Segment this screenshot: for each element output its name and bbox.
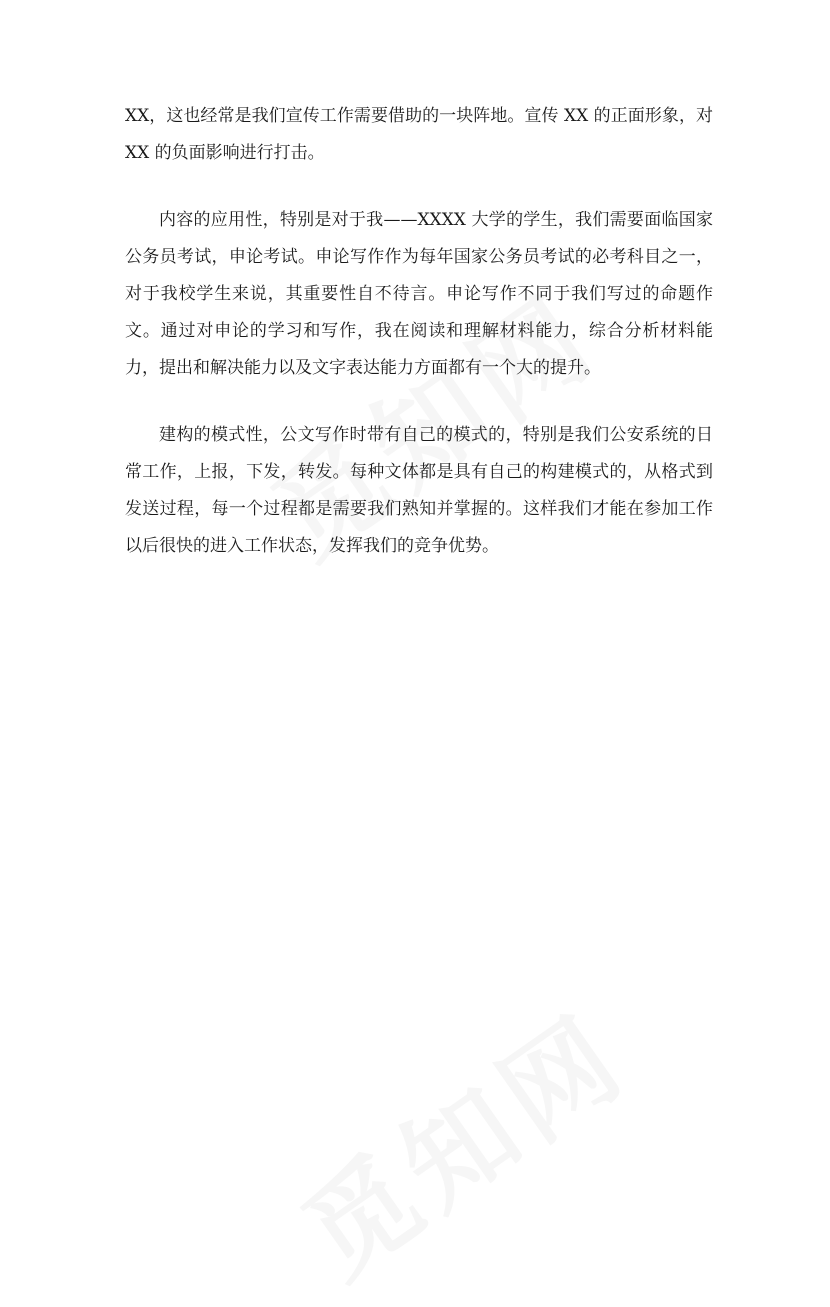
paragraph-gap [125,172,713,202]
paragraph-applicability: 内容的应用性，特别是对于我——XXXX 大学的学生，我们需要面临国家公务员考试，申论考试。申论写作作为每年国家公务员考试的必考科目之一，对于我校学生来说，其重要性自不待言。申论写作不同于我们写过的命题作文。通过对申论的学习和写作，我在阅读和理解材料能力，综合分析材料能力，提出和解决能力以及文字表达能力方面都有一个大的提升。 [125,210,713,378]
paragraph-gap [125,387,713,417]
watermark-logo [267,971,653,1307]
paragraph-pattern: 建构的模式性，公文写作时带有自己的模式的，特别是我们公安系统的日常工作，上报，下发，转发。每种文体都是具有自己的构建模式的，从格式到发送过程，每一个过程都是需要我们熟知并掌握的。这样我们才能在参加工作以后很快的进入工作状态，发挥我们的竞争优势。 [125,425,713,556]
paragraph-continuation: XX，这也经常是我们宣传工作需要借助的一块阵地。宣传 XX 的正面形象，对 XX 的负面影响进行打击。 [125,106,713,163]
document-body [125,98,713,565]
